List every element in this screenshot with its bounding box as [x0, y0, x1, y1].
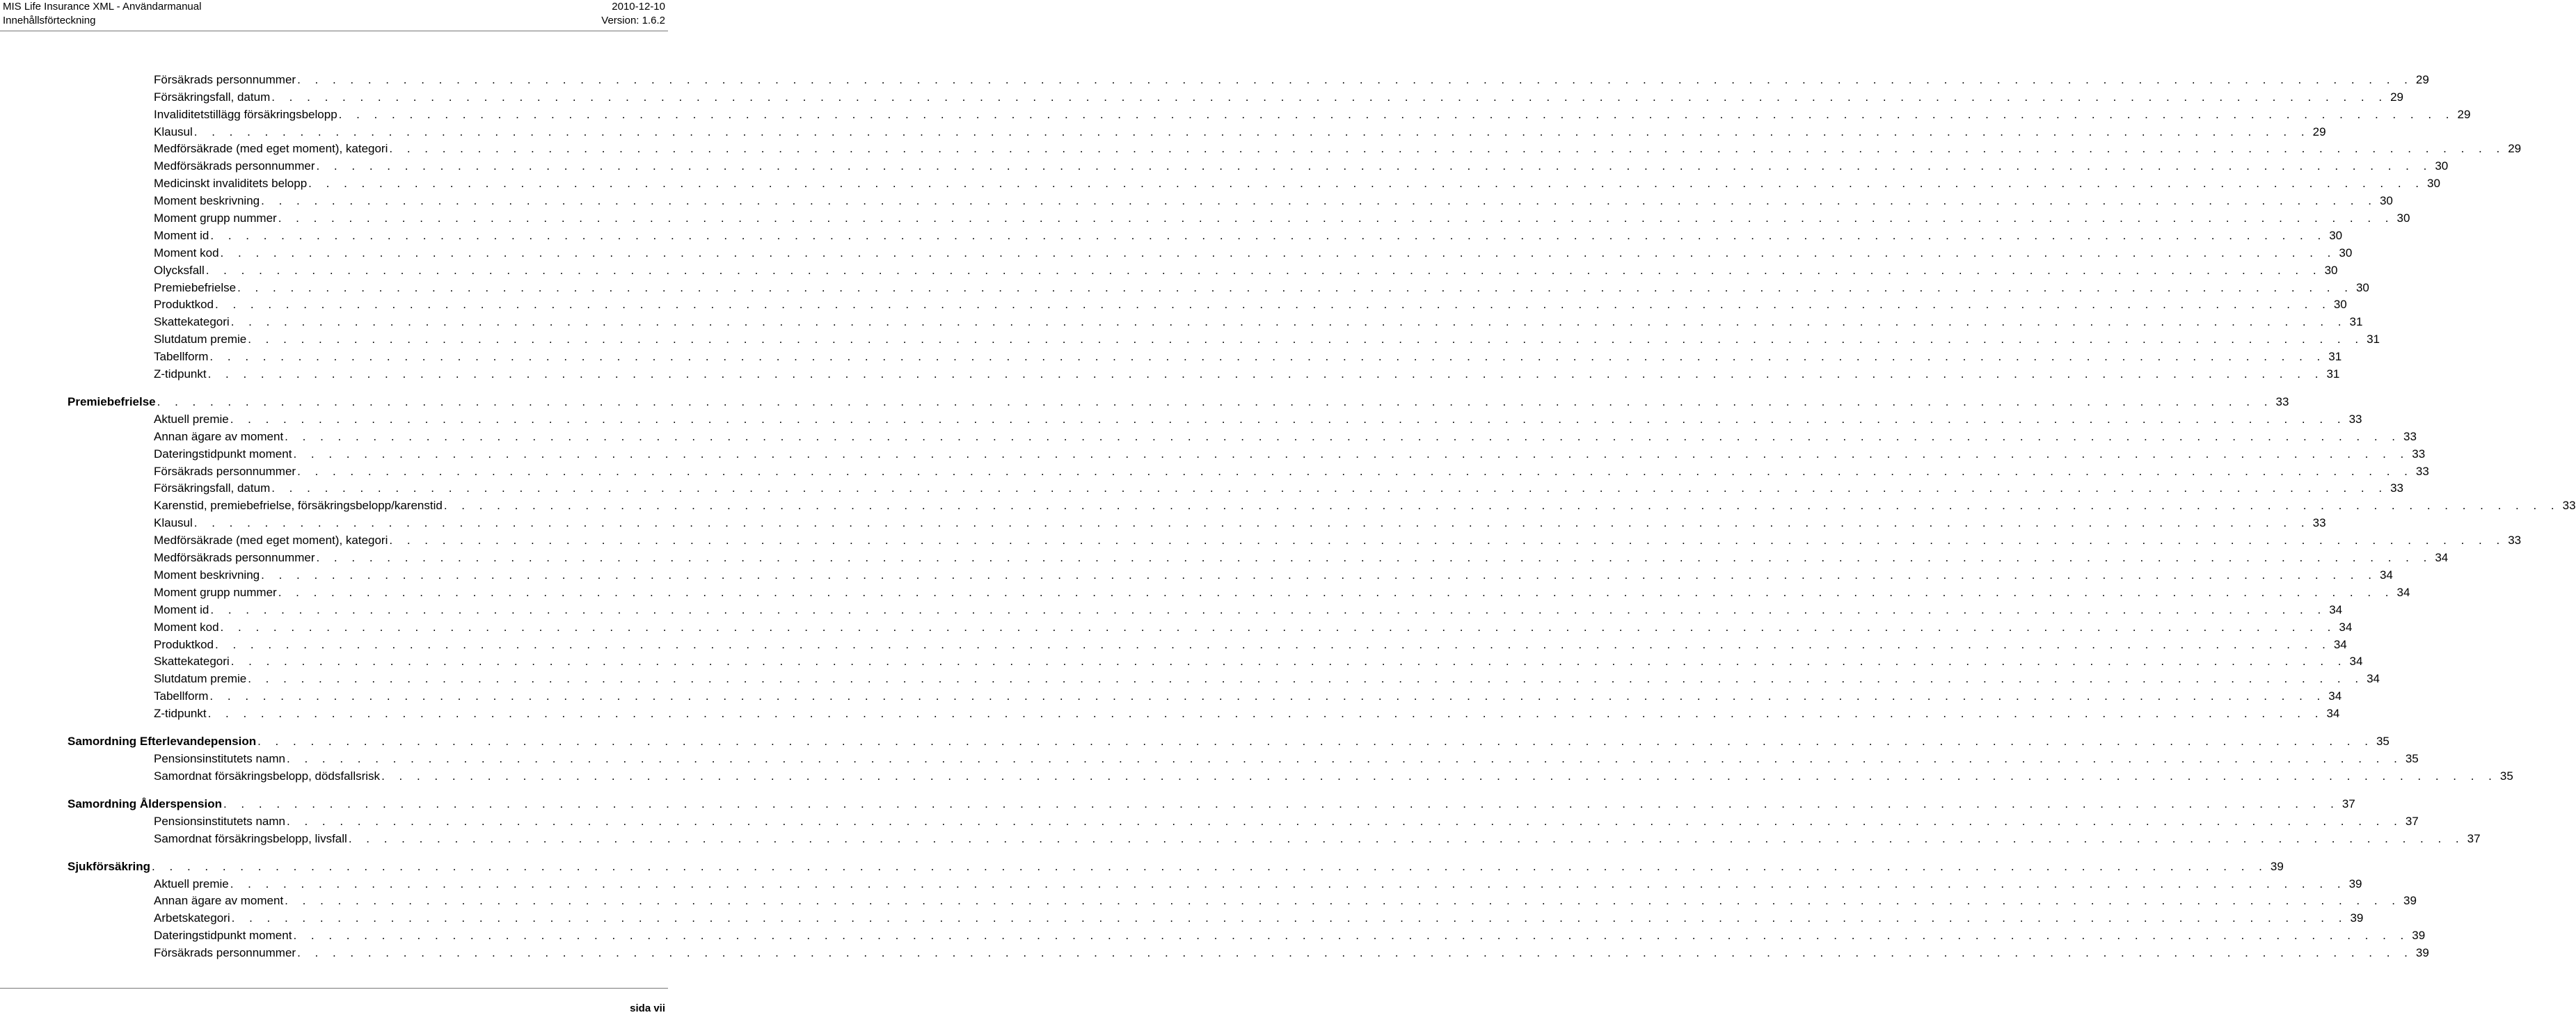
- dot-leader: . . . . . . . . . . . . . . . . . . . . . . . . . . . . . . . . . . . . . . . . . . . . . . . . . . . . . . . . . . . . . . . . . . . . . . . . . . . . . . . . . . . . . . . . . . . . . . . . . . . . . . . . . . . . . . . . . . . . . . . .: [308, 177, 2425, 191]
- dot-leader: . . . . . . . . . . . . . . . . . . . . . . . . . . . . . . . . . . . . . . . . . . . . . . . . . . . . . . . . . . . . . . . . . . . . . . . . . . . . . . . . . . . . . . . . . . . . . . . . . . . . . . . . . . . . . . . . . . . . . . . .: [257, 735, 2374, 749]
- toc-entry[interactable]: [67, 461, 2429, 479]
- toc-entry[interactable]: [67, 530, 2522, 548]
- toc-entry[interactable]: [67, 565, 2393, 582]
- dot-leader: . . . . . . . . . . . . . . . . . . . . . . . . . . . . . . . . . . . . . . . . . . . . . . . . . . . . . . . . . . . . . . . . . . . . . . . . . . . . . . . . . . . . . . . . . . . . . . . . . . . . . . . . . . . . . . . . . . . . . . . .: [248, 672, 2364, 686]
- toc-entry-page: 35: [2405, 751, 2419, 765]
- toc-entry-page: 34: [2333, 637, 2347, 651]
- toc-entry-title: Moment kod: [154, 246, 219, 259]
- toc-entry-page: 33: [2415, 464, 2429, 478]
- page-header: [0, 0, 668, 31]
- toc-entry[interactable]: [67, 156, 2449, 173]
- toc-entry-page: 31: [2328, 350, 2342, 364]
- toc-entry[interactable]: [67, 548, 2449, 565]
- toc-entry-title: Klausul: [154, 516, 193, 530]
- toc-entry-page: 30: [2333, 298, 2347, 312]
- dot-leader: . . . . . . . . . . . . . . . . . . . . . . . . . . . . . . . . . . . . . . . . . . . . . . . . . . . . . . . . . . . . . . . . . . . . . . . . . . . . . . . . . . . . . . . . . . . . . . . . . . . . . . . . . . . . . . . . . . . . . . . .: [389, 142, 2506, 156]
- toc-entry-page: 35: [2499, 769, 2513, 783]
- toc-entry-page: 33: [2562, 499, 2576, 513]
- dot-leader: . . . . . . . . . . . . . . . . . . . . . . . . . . . . . . . . . . . . . . . . . . . . . . . . . . . . . . . . . . . . . . . . . . . . . . . . . . . . . . . . . . . . . . . . . . . . . . . . . . . . . . . . . . . . . . . . . . . . . . . .: [157, 395, 2273, 409]
- dot-leader: . . . . . . . . . . . . . . . . . . . . . . . . . . . . . . . . . . . . . . . . . . . . . . . . . . . . . . . . . . . . . . . . . . . . . . . . . . . . . . . . . . . . . . . . . . . . . . . . . . . . . . . . . . . . . . . . . . . . . . . .: [287, 751, 2403, 765]
- toc-entry-page: 31: [2326, 367, 2340, 381]
- dot-leader: . . . . . . . . . . . . . . . . . . . . . . . . . . . . . . . . . . . . . . . . . . . . . . . . . . . . . . . . . . . . . . . . . . . . . . . . . . . . . . . . . . . . . . . . . . . . . . . . . . . . . . . . . . . . . . . . . . . . . . . .: [297, 946, 2413, 960]
- toc-entry-page: 34: [2367, 672, 2380, 686]
- dot-leader: . . . . . . . . . . . . . . . . . . . . . . . . . . . . . . . . . . . . . . . . . . . . . . . . . . . . . . . . . . . . . . . . . . . . . . . . . . . . . . . . . . . . . . . . . . . . . . . . . . . . . . . . . . . . . . . . . . . . . . . .: [297, 464, 2413, 478]
- toc-entry[interactable]: [67, 208, 2410, 225]
- toc-entry[interactable]: [67, 479, 2403, 496]
- toc-entry[interactable]: [67, 87, 2403, 104]
- dot-leader: . . . . . . . . . . . . . . . . . . . . . . . . . . . . . . . . . . . . . . . . . . . . . . . . . . . . . . . . . . . . . . . . . . . . . . . . . . . . . . . . . . . . . . . . . . . . . . . . . . . . . . . . . . . . . . . . . . . . . . . .: [261, 194, 2377, 208]
- toc-entry[interactable]: [67, 122, 2326, 139]
- toc-entry-page: 34: [2328, 689, 2342, 703]
- toc-entry-page: 29: [2508, 142, 2522, 156]
- toc-entry-title: Invaliditetstillägg försäkringsbelopp: [154, 107, 337, 121]
- toc-entry-page: 34: [2326, 707, 2340, 721]
- dot-leader: . . . . . . . . . . . . . . . . . . . . . . . . . . . . . . . . . . . . . . . . . . . . . . . . . . . . . . . . . . . . . . . . . . . . . . . . . . . . . . . . . . . . . . . . . . . . . . . . . . . . . . . . . . . . . . . . . . . . . . . .: [193, 516, 2310, 530]
- toc-entry-title: Dateringstidpunkt moment: [154, 447, 292, 461]
- toc-entry-title: Klausul: [154, 125, 193, 138]
- toc-entry-title: Moment beskrivning: [154, 194, 260, 208]
- toc-section-entry[interactable]: [67, 732, 2390, 749]
- toc-entry-title: Tabellform: [154, 689, 209, 703]
- toc-entry[interactable]: [67, 811, 2419, 829]
- toc-entry-page: 30: [2427, 177, 2440, 191]
- dot-leader: . . . . . . . . . . . . . . . . . . . . . . . . . . . . . . . . . . . . . . . . . . . . . . . . . . . . . . . . . . . . . . . . . . . . . . . . . . . . . . . . . . . . . . . . . . . . . . . . . . . . . . . . . . . . . . . . . . . . . . . .: [207, 367, 2324, 381]
- toc-entry-page: 30: [2329, 228, 2343, 242]
- toc-entry-page: 33: [2390, 481, 2403, 495]
- toc-entry[interactable]: [67, 617, 2353, 634]
- dot-leader: . . . . . . . . . . . . . . . . . . . . . . . . . . . . . . . . . . . . . . . . . . . . . . . . . . . . . . . . . . . . . . . . . . . . . . . . . . . . . . . . . . . . . . . . . . . . . . . . . . . . . . . . . . . . . . . . . . . . . . . .: [271, 481, 2388, 495]
- table-of-contents: [67, 70, 2576, 960]
- toc-entry-title: Medförsäkrade (med eget moment), kategori: [154, 534, 388, 548]
- toc-entry-page: 29: [2312, 125, 2326, 138]
- toc-entry-page: 37: [2405, 814, 2419, 828]
- toc-entry-title: Försäkringsfall, datum: [154, 481, 271, 495]
- toc-entry[interactable]: [67, 634, 2347, 652]
- toc-entry[interactable]: [67, 749, 2419, 766]
- dot-leader: . . . . . . . . . . . . . . . . . . . . . . . . . . . . . . . . . . . . . . . . . . . . . . . . . . . . . . . . . . . . . . . . . . . . . . . . . . . . . . . . . . . . . . . . . . . . . . . . . . . . . . . . . . . . . . . . . . . . . . . .: [207, 707, 2324, 721]
- toc-entry-title: Skattekategori: [154, 315, 230, 329]
- dot-leader: . . . . . . . . . . . . . . . . . . . . . . . . . . . . . . . . . . . . . . . . . . . . . . . . . . . . . . . . . . . . . . . . . . . . . . . . . . . . . . . . . . . . . . . . . . . . . . . . . . . . . . . . . . . . . . . . . . . . . . . .: [210, 602, 2327, 616]
- toc-entry-page: 30: [2355, 280, 2369, 294]
- toc-entry-page: 34: [2329, 602, 2343, 616]
- dot-leader: . . . . . . . . . . . . . . . . . . . . . . . . . . . . . . . . . . . . . . . . . . . . . . . . . . . . . . . . . . . . . . . . . . . . . . . . . . . . . . . . . . . . . . . . . . . . . . . . . . . . . . . . . . . . . . . . . . . . . . . .: [237, 280, 2353, 294]
- toc-entry-page: 34: [2379, 568, 2393, 582]
- header-left: [3, 0, 201, 27]
- dot-leader: . . . . . . . . . . . . . . . . . . . . . . . . . . . . . . . . . . . . . . . . . . . . . . . . . . . . . . . . . . . . . . . . . . . . . . . . . . . . . . . . . . . . . . . . . . . . . . . . . . . . . . . . . . . . . . . . . . . . . . . .: [285, 429, 2401, 443]
- toc-entry-title: Moment id: [154, 602, 209, 616]
- toc-entry-title: Moment id: [154, 228, 209, 242]
- toc-entry[interactable]: [67, 243, 2353, 260]
- toc-entry[interactable]: [67, 600, 2343, 617]
- toc-entry-page: 33: [2348, 412, 2362, 426]
- dot-leader: . . . . . . . . . . . . . . . . . . . . . . . . . . . . . . . . . . . . . . . . . . . . . . . . . . . . . . . . . . . . . . . . . . . . . . . . . . . . . . . . . . . . . . . . . . . . . . . . . . . . . . . . . . . . . . . . . . . . . . . .: [261, 568, 2377, 582]
- toc-entry-page: 31: [2349, 315, 2363, 329]
- toc-entry-page: 33: [2275, 395, 2289, 409]
- dot-leader: . . . . . . . . . . . . . . . . . . . . . . . . . . . . . . . . . . . . . . . . . . . . . . . . . . . . . . . . . . . . . . . . . . . . . . . . . . . . . . . . . . . . . . . . . . . . . . . . . . . . . . . . . . . . . . . . . . . . . . . .: [389, 534, 2506, 548]
- toc-entry[interactable]: [67, 652, 2363, 669]
- dot-leader: . . . . . . . . . . . . . . . . . . . . . . . . . . . . . . . . . . . . . . . . . . . . . . . . . . . . . . . . . . . . . . . . . . . . . . . . . . . . . . . . . . . . . . . . . . . . . . . . . . . . . . . . . . . . . . . . . . . . . . . .: [220, 620, 2337, 634]
- toc-entry[interactable]: [67, 703, 2340, 721]
- toc-entry-page: 34: [2435, 551, 2449, 565]
- dot-leader: . . . . . . . . . . . . . . . . . . . . . . . . . . . . . . . . . . . . . . . . . . . . . . . . . . . . . . . . . . . . . . . . . . . . . . . . . . . . . . . . . . . . . . . . . . . . . . . . . . . . . . . . . . . . . . . . . . . . . . . .: [209, 350, 2326, 364]
- dot-leader: . . . . . . . . . . . . . . . . . . . . . . . . . . . . . . . . . . . . . . . . . . . . . . . . . . . . . . . . . . . . . . . . . . . . . . . . . . . . . . . . . . . . . . . . . . . . . . . . . . . . . . . . . . . . . . . . . . . . . . . .: [278, 585, 2394, 599]
- document-title: MIS Life Insurance XML - Användarmanual: [3, 1, 202, 13]
- toc-entry-page: 30: [2435, 159, 2449, 173]
- toc-entry-title: Premiebefrielse: [154, 280, 237, 294]
- toc-entry-title: Medförsäkrade (med eget moment), kategori: [154, 142, 388, 156]
- dot-leader: . . . . . . . . . . . . . . . . . . . . . . . . . . . . . . . . . . . . . . . . . . . . . . . . . . . . . . . . . . . . . . . . . . . . . . . . . . . . . . . . . . . . . . . . . . . . . . . . . . . . . . . . . . . . . . . . . . . . . . . .: [316, 159, 2433, 173]
- document-date: 2010-12-10: [612, 1, 665, 13]
- toc-entry-page: 39: [2270, 859, 2284, 873]
- toc-entry-page: 29: [2390, 90, 2403, 104]
- dot-leader: . . . . . . . . . . . . . . . . . . . . . . . . . . . . . . . . . . . . . . . . . . . . . . . . . . . . . . . . . . . . . . . . . . . . . . . . . . . . . . . . . . . . . . . . . . . . . . . . . . . . . . . . . . . . . . . . . . . . . . . .: [293, 447, 2410, 461]
- toc-entry-title: Försäkrads personnummer: [154, 464, 296, 478]
- dot-leader: . . . . . . . . . . . . . . . . . . . . . . . . . . . . . . . . . . . . . . . . . . . . . . . . . . . . . . . . . . . . . . . . . . . . . . . . . . . . . . . . . . . . . . . . . . . . . . . . . . . . . . . . . . . . . . . . . . . . . . . .: [209, 689, 2326, 703]
- toc-entry-title: Olycksfall: [154, 263, 205, 277]
- toc-entry-title: Moment grupp nummer: [154, 585, 277, 599]
- toc-entry-title: Z-tidpunkt: [154, 367, 207, 381]
- toc-entry-title: Produktkod: [154, 637, 214, 651]
- dot-leader: . . . . . . . . . . . . . . . . . . . . . . . . . . . . . . . . . . . . . . . . . . . . . . . . . . . . . . . . . . . . . . . . . . . . . . . . . . . . . . . . . . . . . . . . . . . . . . . . . . . . . . . . . . . . . . . . . . . . . . . .: [230, 877, 2346, 890]
- dot-leader: . . . . . . . . . . . . . . . . . . . . . . . . . . . . . . . . . . . . . . . . . . . . . . . . . . . . . . . . . . . . . . . . . . . . . . . . . . . . . . . . . . . . . . . . . . . . . . . . . . . . . . . . . . . . . . . . . . . . . . . .: [297, 72, 2413, 86]
- dot-leader: . . . . . . . . . . . . . . . . . . . . . . . . . . . . . . . . . . . . . . . . . . . . . . . . . . . . . . . . . . . . . . . . . . . . . . . . . . . . . . . . . . . . . . . . . . . . . . . . . . . . . . . . . . . . . . . . . . . . . . . .: [152, 859, 2268, 873]
- toc-entry-title: Pensionsinstitutets namn: [154, 751, 285, 765]
- document-version: Version: 1.6.2: [601, 14, 665, 26]
- toc-entry[interactable]: [67, 829, 2481, 846]
- toc-entry-title: Slutdatum premie: [154, 333, 247, 346]
- dot-leader: . . . . . . . . . . . . . . . . . . . . . . . . . . . . . . . . . . . . . . . . . . . . . . . . . . . . . . . . . . . . . . . . . . . . . . . . . . . . . . . . . . . . . . . . . . . . . . . . . . . . . . . . . . . . . . . . . . . . . . . .: [230, 315, 2347, 329]
- toc-entry-title: Moment grupp nummer: [154, 211, 277, 225]
- dot-leader: . . . . . . . . . . . . . . . . . . . . . . . . . . . . . . . . . . . . . . . . . . . . . . . . . . . . . . . . . . . . . . . . . . . . . . . . . . . . . . . . . . . . . . . . . . . . . . . . . . . . . . . . . . . . . . . . . . . . . . . .: [230, 412, 2346, 426]
- dot-leader: . . . . . . . . . . . . . . . . . . . . . . . . . . . . . . . . . . . . . . . . . . . . . . . . . . . . . . . . . . . . . . . . . . . . . . . . . . . . . . . . . . . . . . . . . . . . . . . . . . . . . . . . . . . . . . . . . . . . . . . .: [231, 911, 2348, 925]
- toc-entry-title: Produktkod: [154, 298, 214, 312]
- toc-entry[interactable]: [67, 329, 2380, 346]
- toc-entry-page: 39: [2348, 877, 2362, 890]
- toc-entry-page: 30: [2339, 246, 2353, 259]
- dot-leader: . . . . . . . . . . . . . . . . . . . . . . . . . . . . . . . . . . . . . . . . . . . . . . . . . . . . . . . . . . . . . . . . . . . . . . . . . . . . . . . . . . . . . . . . . . . . . . . . . . . . . . . . . . . . . . . . . . . . . . . .: [215, 637, 2331, 651]
- dot-leader: . . . . . . . . . . . . . . . . . . . . . . . . . . . . . . . . . . . . . . . . . . . . . . . . . . . . . . . . . . . . . . . . . . . . . . . . . . . . . . . . . . . . . . . . . . . . . . . . . . . . . . . . . . . . . . . . . . . . . . . .: [248, 333, 2364, 346]
- toc-entry-page: 39: [2412, 929, 2426, 943]
- toc-entry-title: Karenstid, premiebefrielse, försäkringsbelopp/karenstid: [154, 499, 443, 513]
- dot-leader: . . . . . . . . . . . . . . . . . . . . . . . . . . . . . . . . . . . . . . . . . . . . . . . . . . . . . . . . . . . . . . . . . . . . . . . . . . . . . . . . . . . . . . . . . . . . . . . . . . . . . . . . . . . . . . . . . . . . . . . .: [338, 107, 2455, 121]
- toc-entry-title: Samordning Ålderspension: [67, 797, 222, 810]
- toc-entry-page: 39: [2403, 894, 2417, 908]
- toc-entry[interactable]: [67, 295, 2347, 312]
- dot-leader: . . . . . . . . . . . . . . . . . . . . . . . . . . . . . . . . . . . . . . . . . . . . . . . . . . . . . . . . . . . . . . . . . . . . . . . . . . . . . . . . . . . . . . . . . . . . . . . . . . . . . . . . . . . . . . . . . . . . . . . .: [443, 499, 2560, 513]
- page-number: sida vii: [630, 1002, 665, 1014]
- toc-entry[interactable]: [67, 312, 2363, 329]
- dot-leader: . . . . . . . . . . . . . . . . . . . . . . . . . . . . . . . . . . . . . . . . . . . . . . . . . . . . . . . . . . . . . . . . . . . . . . . . . . . . . . . . . . . . . . . . . . . . . . . . . . . . . . . . . . . . . . . . . . . . . . . .: [271, 90, 2388, 104]
- toc-entry[interactable]: [67, 686, 2342, 703]
- toc-entry-title: Samordning Efterlevandepension: [67, 735, 257, 749]
- toc-entry[interactable]: [67, 225, 2343, 243]
- toc-entry-page: 34: [2339, 620, 2353, 634]
- toc-entry-title: Försäkrads personnummer: [154, 946, 296, 960]
- toc-entry-title: Aktuell premie: [154, 412, 229, 426]
- toc-entry-page: 34: [2349, 655, 2363, 669]
- toc-entry-title: Medförsäkrads personnummer: [154, 551, 315, 565]
- dot-leader: . . . . . . . . . . . . . . . . . . . . . . . . . . . . . . . . . . . . . . . . . . . . . . . . . . . . . . . . . . . . . . . . . . . . . . . . . . . . . . . . . . . . . . . . . . . . . . . . . . . . . . . . . . . . . . . . . . . . . . . .: [278, 211, 2394, 225]
- toc-entry[interactable]: [67, 70, 2429, 87]
- toc-entry[interactable]: [67, 426, 2417, 444]
- toc-entry-page: 39: [2415, 946, 2429, 960]
- dot-leader: . . . . . . . . . . . . . . . . . . . . . . . . . . . . . . . . . . . . . . . . . . . . . . . . . . . . . . . . . . . . . . . . . . . . . . . . . . . . . . . . . . . . . . . . . . . . . . . . . . . . . . . . . . . . . . . . . . . . . . . .: [285, 894, 2401, 908]
- dot-leader: . . . . . . . . . . . . . . . . . . . . . . . . . . . . . . . . . . . . . . . . . . . . . . . . . . . . . . . . . . . . . . . . . . . . . . . . . . . . . . . . . . . . . . . . . . . . . . . . . . . . . . . . . . . . . . . . . . . . . . . .: [230, 655, 2347, 669]
- toc-entry-title: Moment kod: [154, 620, 219, 634]
- toc-entry[interactable]: [67, 766, 2513, 783]
- footer-rule: [0, 988, 668, 989]
- toc-entry-title: Premiebefrielse: [67, 395, 156, 409]
- toc-entry[interactable]: [67, 943, 2429, 960]
- toc-entry[interactable]: [67, 495, 2576, 513]
- dot-leader: . . . . . . . . . . . . . . . . . . . . . . . . . . . . . . . . . . . . . . . . . . . . . . . . . . . . . . . . . . . . . . . . . . . . . . . . . . . . . . . . . . . . . . . . . . . . . . . . . . . . . . . . . . . . . . . . . . . . . . . .: [381, 769, 2497, 783]
- toc-entry-title: Medicinskt invaliditets belopp: [154, 177, 308, 191]
- dot-leader: . . . . . . . . . . . . . . . . . . . . . . . . . . . . . . . . . . . . . . . . . . . . . . . . . . . . . . . . . . . . . . . . . . . . . . . . . . . . . . . . . . . . . . . . . . . . . . . . . . . . . . . . . . . . . . . . . . . . . . . .: [193, 125, 2310, 138]
- toc-entry-page: 29: [2415, 72, 2429, 86]
- toc-entry-page: 33: [2508, 534, 2522, 548]
- toc-entry[interactable]: [67, 260, 2338, 278]
- header-right: [601, 0, 665, 27]
- toc-section-entry[interactable]: [67, 392, 2289, 409]
- toc-entry-page: 37: [2342, 797, 2355, 810]
- toc-entry-page: 31: [2367, 333, 2380, 346]
- dot-leader: . . . . . . . . . . . . . . . . . . . . . . . . . . . . . . . . . . . . . . . . . . . . . . . . . . . . . . . . . . . . . . . . . . . . . . . . . . . . . . . . . . . . . . . . . . . . . . . . . . . . . . . . . . . . . . . . . . . . . . . .: [316, 551, 2433, 565]
- toc-entry[interactable]: [67, 908, 2364, 925]
- toc-entry-title: Annan ägare av moment: [154, 894, 284, 908]
- toc-entry-page: 30: [2324, 263, 2338, 277]
- dot-leader: . . . . . . . . . . . . . . . . . . . . . . . . . . . . . . . . . . . . . . . . . . . . . . . . . . . . . . . . . . . . . . . . . . . . . . . . . . . . . . . . . . . . . . . . . . . . . . . . . . . . . . . . . . . . . . . . . . . . . . . .: [210, 228, 2327, 242]
- toc-entry-title: Slutdatum premie: [154, 672, 247, 686]
- toc-entry[interactable]: [67, 891, 2417, 909]
- dot-leader: . . . . . . . . . . . . . . . . . . . . . . . . . . . . . . . . . . . . . . . . . . . . . . . . . . . . . . . . . . . . . . . . . . . . . . . . . . . . . . . . . . . . . . . . . . . . . . . . . . . . . . . . . . . . . . . . . . . . . . . .: [223, 797, 2339, 810]
- toc-entry-page: 30: [2396, 211, 2410, 225]
- toc-entry-page: 29: [2457, 107, 2471, 121]
- toc-entry-page: 34: [2396, 585, 2410, 599]
- toc-entry[interactable]: [67, 669, 2380, 686]
- toc-entry[interactable]: [67, 191, 2393, 208]
- toc-entry[interactable]: [67, 582, 2410, 600]
- toc-entry[interactable]: [67, 925, 2426, 943]
- toc-entry-title: Annan ägare av moment: [154, 429, 284, 443]
- toc-entry[interactable]: [67, 139, 2522, 157]
- toc-section-entry[interactable]: [67, 794, 2355, 811]
- toc-entry-page: 39: [2350, 911, 2364, 925]
- toc-entry-page: 37: [2467, 831, 2481, 845]
- toc-entry-title: Skattekategori: [154, 655, 230, 669]
- toc-entry[interactable]: [67, 278, 2369, 295]
- toc-entry[interactable]: [67, 346, 2342, 364]
- toc-entry-title: Moment beskrivning: [154, 568, 260, 582]
- toc-entry[interactable]: [67, 874, 2362, 891]
- toc-entry[interactable]: [67, 513, 2326, 530]
- toc-entry-title: Samordnat försäkringsbelopp, dödsfallsrisk: [154, 769, 381, 783]
- toc-entry[interactable]: [67, 364, 2340, 381]
- dot-leader: . . . . . . . . . . . . . . . . . . . . . . . . . . . . . . . . . . . . . . . . . . . . . . . . . . . . . . . . . . . . . . . . . . . . . . . . . . . . . . . . . . . . . . . . . . . . . . . . . . . . . . . . . . . . . . . . . . . . . . . .: [287, 814, 2403, 828]
- toc-entry-page: 33: [2312, 516, 2326, 530]
- section-title: Innehållsförteckning: [3, 14, 96, 26]
- dot-leader: . . . . . . . . . . . . . . . . . . . . . . . . . . . . . . . . . . . . . . . . . . . . . . . . . . . . . . . . . . . . . . . . . . . . . . . . . . . . . . . . . . . . . . . . . . . . . . . . . . . . . . . . . . . . . . . . . . . . . . . .: [220, 246, 2337, 259]
- toc-entry-page: 30: [2379, 194, 2393, 208]
- toc-entry-title: Försäkrads personnummer: [154, 72, 296, 86]
- toc-entry-page: 35: [2376, 735, 2390, 749]
- toc-entry-page: 33: [2412, 447, 2426, 461]
- toc-entry-page: 33: [2403, 429, 2417, 443]
- toc-section-entry[interactable]: [67, 857, 2284, 874]
- toc-entry-title: Försäkringsfall, datum: [154, 90, 271, 104]
- toc-entry[interactable]: [67, 444, 2426, 461]
- toc-entry-title: Sjukförsäkring: [67, 859, 151, 873]
- toc-entry-title: Dateringstidpunkt moment: [154, 929, 292, 943]
- dot-leader: . . . . . . . . . . . . . . . . . . . . . . . . . . . . . . . . . . . . . . . . . . . . . . . . . . . . . . . . . . . . . . . . . . . . . . . . . . . . . . . . . . . . . . . . . . . . . . . . . . . . . . . . . . . . . . . . . . . . . . . .: [293, 929, 2410, 943]
- toc-entry-title: Arbetskategori: [154, 911, 230, 925]
- toc-entry-title: Aktuell premie: [154, 877, 229, 890]
- toc-entry-title: Pensionsinstitutets namn: [154, 814, 285, 828]
- toc-entry-title: Tabellform: [154, 350, 209, 364]
- dot-leader: . . . . . . . . . . . . . . . . . . . . . . . . . . . . . . . . . . . . . . . . . . . . . . . . . . . . . . . . . . . . . . . . . . . . . . . . . . . . . . . . . . . . . . . . . . . . . . . . . . . . . . . . . . . . . . . . . . . . . . . .: [205, 263, 2322, 277]
- toc-entry[interactable]: [67, 173, 2440, 191]
- toc-entry[interactable]: [67, 104, 2471, 122]
- dot-leader: . . . . . . . . . . . . . . . . . . . . . . . . . . . . . . . . . . . . . . . . . . . . . . . . . . . . . . . . . . . . . . . . . . . . . . . . . . . . . . . . . . . . . . . . . . . . . . . . . . . . . . . . . . . . . . . . . . . . . . . .: [215, 298, 2331, 312]
- dot-leader: . . . . . . . . . . . . . . . . . . . . . . . . . . . . . . . . . . . . . . . . . . . . . . . . . . . . . . . . . . . . . . . . . . . . . . . . . . . . . . . . . . . . . . . . . . . . . . . . . . . . . . . . . . . . . . . . . . . . . . . .: [348, 831, 2465, 845]
- toc-entry[interactable]: [67, 409, 2362, 426]
- toc-entry-title: Samordnat försäkringsbelopp, livsfall: [154, 831, 347, 845]
- toc-entry-title: Medförsäkrads personnummer: [154, 159, 315, 173]
- toc-entry-title: Z-tidpunkt: [154, 707, 207, 721]
